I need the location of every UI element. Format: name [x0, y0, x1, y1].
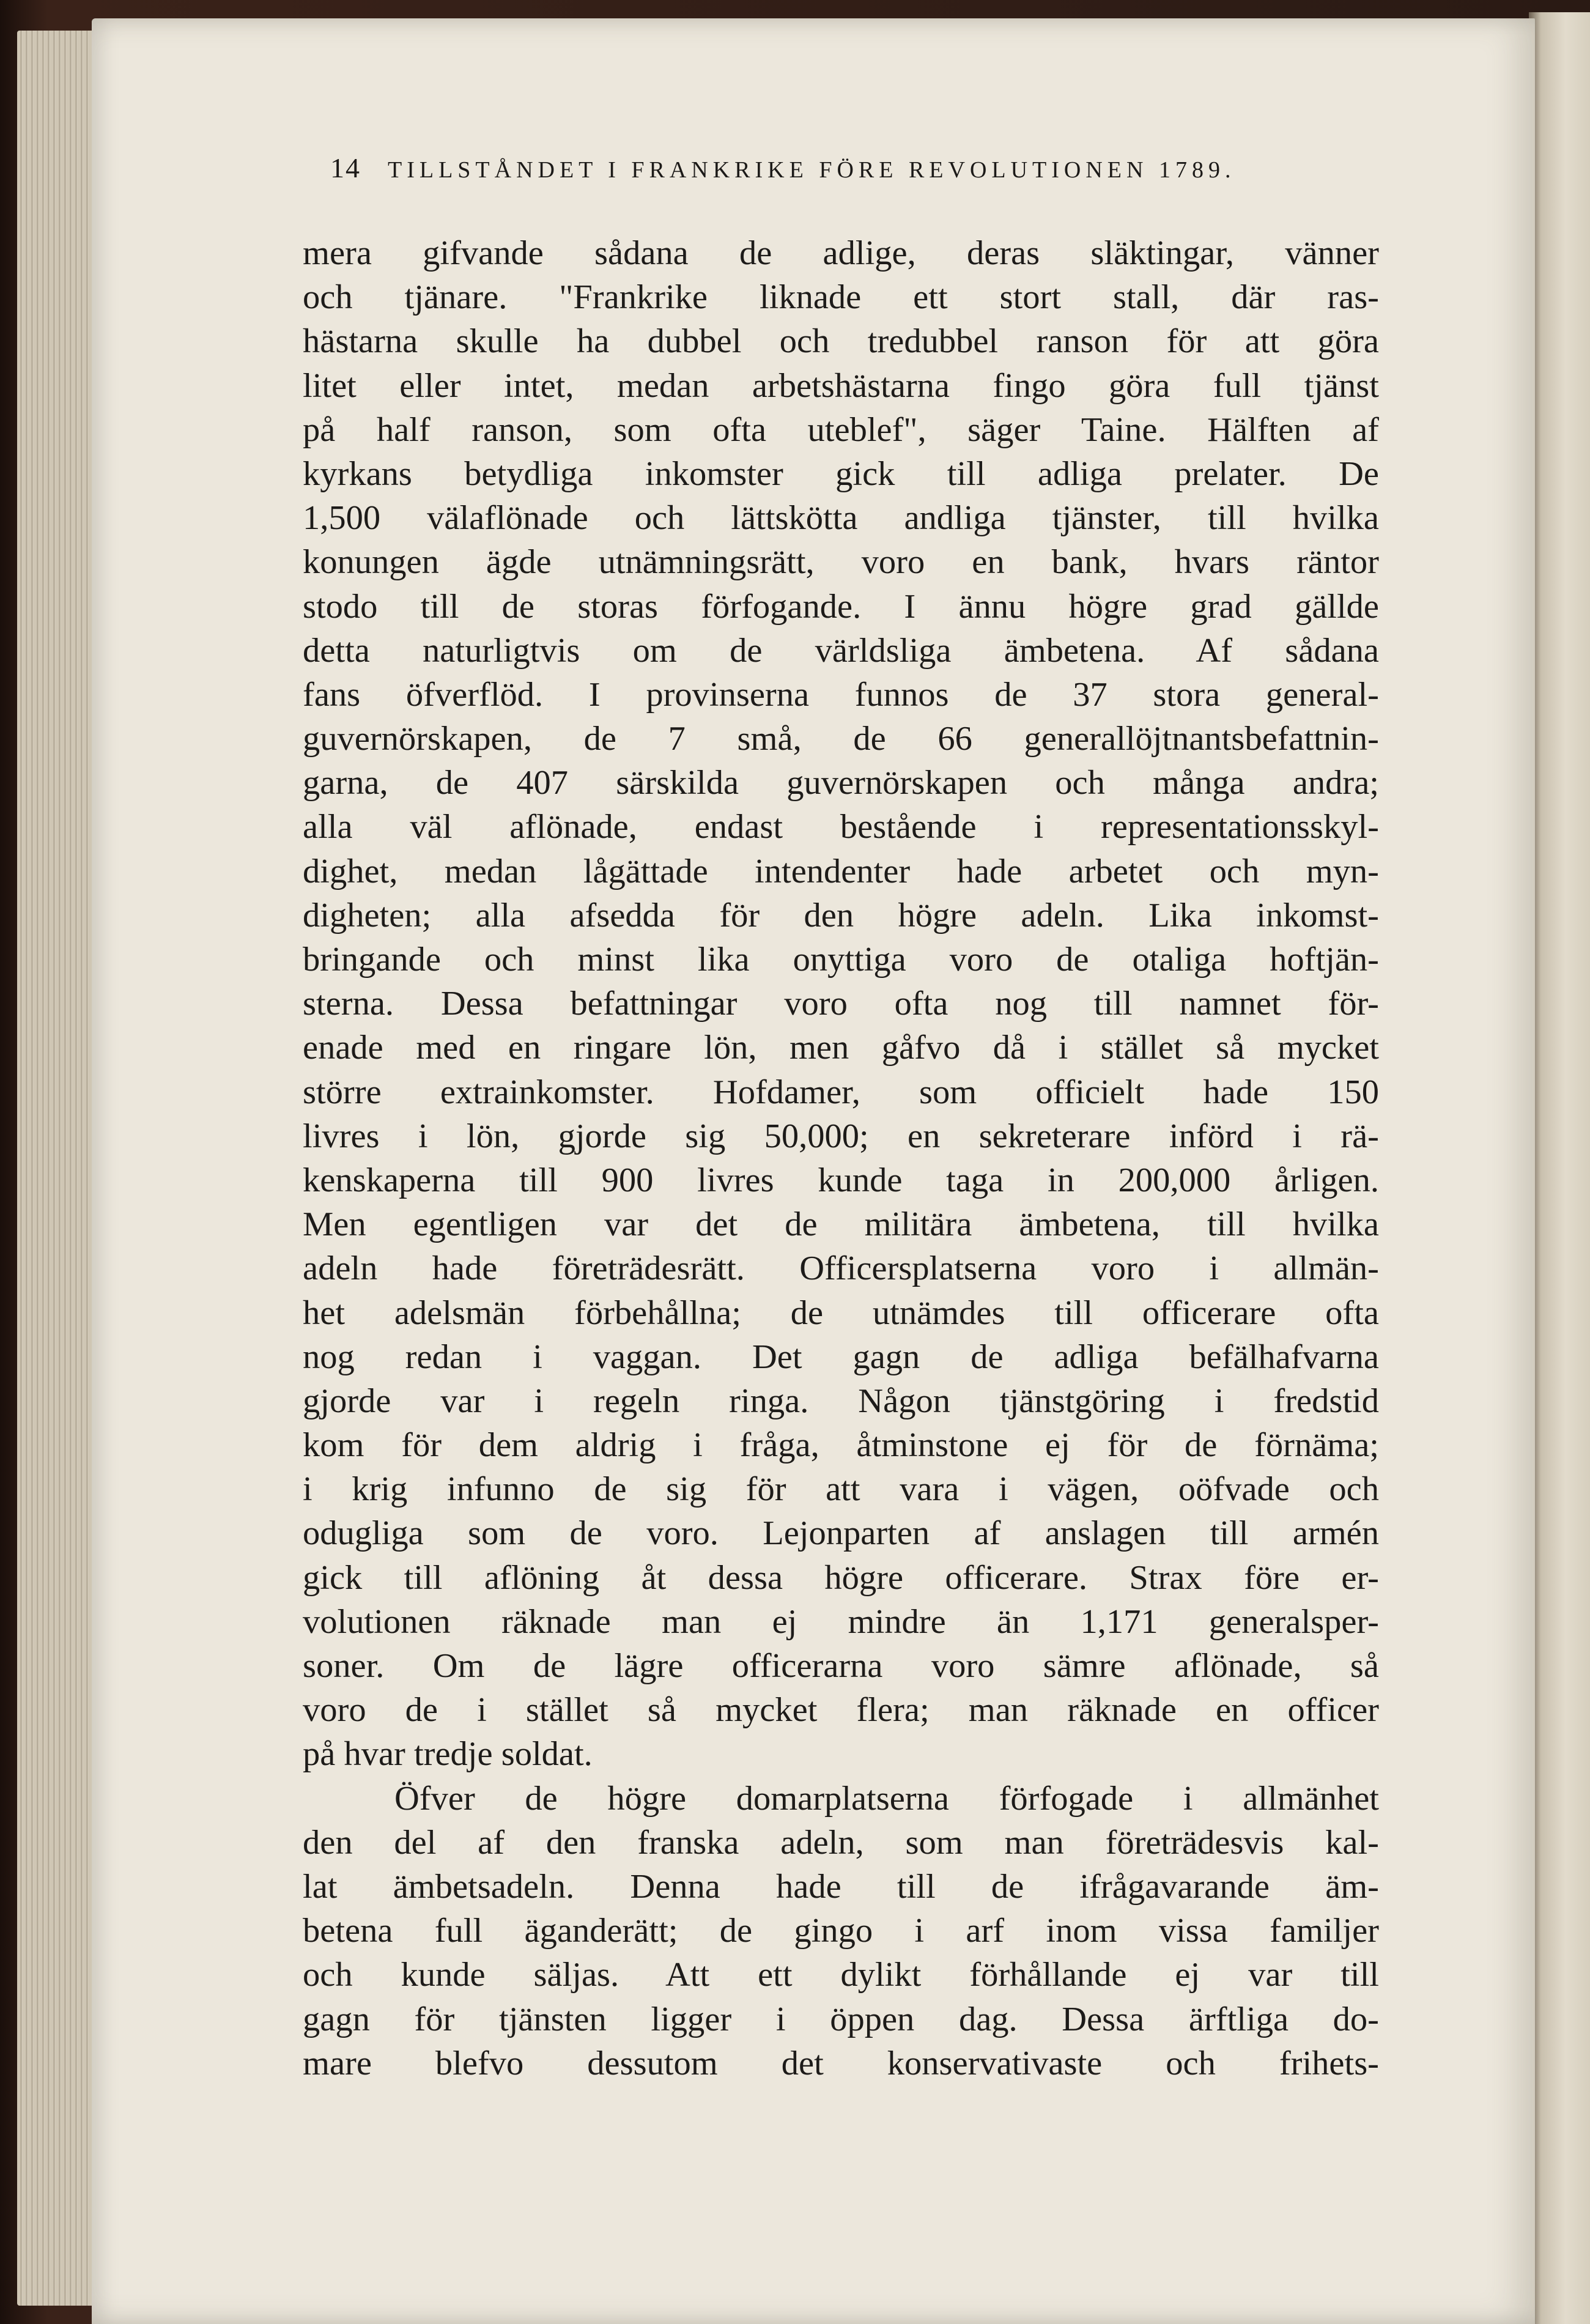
- text-line: voro de i stället så mycket flera; man räknade en officer: [303, 1691, 1379, 1730]
- text-line: den del af den franska adeln, som man företrädesvis kal-: [303, 1823, 1379, 1862]
- text-line: odugliga som de voro. Lejonparten af anslagen till armén: [303, 1514, 1379, 1553]
- text-line: på hvar tredje soldat.: [303, 1735, 593, 1774]
- page-header: [330, 152, 1370, 201]
- text-line: konungen ägde utnämningsrätt, voro en bank, hvars räntor: [303, 543, 1379, 582]
- text-line: adeln hade företrädesrätt. Officersplatserna voro i allmän-: [303, 1249, 1379, 1288]
- text-line: Men egentligen var det de militära ämbetena, till hvilka: [303, 1205, 1379, 1244]
- text-line: fans öfverflöd. I provinserna funnos de 37 stora general-: [303, 675, 1379, 714]
- text-line: dighet, medan lågättade intendenter hade arbetet och myn-: [303, 852, 1379, 890]
- text-line: Öfver de högre domarplatserna förfogade i allmänhet: [394, 1779, 1379, 1818]
- text-line: kyrkans betydliga inkomster gick till adliga prelater. De: [303, 454, 1379, 493]
- next-page-edge: [1529, 12, 1590, 2324]
- text-line: hästarna skulle ha dubbel och tredubbel ranson för att göra: [303, 322, 1379, 361]
- text-line: på half ranson, som ofta uteblef", säger Taine. Hälften af: [303, 410, 1379, 449]
- text-line: nog redan i vaggan. Det gagn de adliga befälhafvarna: [303, 1338, 1379, 1376]
- text-line: kenskaperna till 900 livres kunde taga in 200,000 årligen.: [303, 1161, 1379, 1199]
- text-line: större extrainkomster. Hofdamer, som officielt hade 150: [303, 1073, 1379, 1111]
- text-line: garna, de 407 särskilda guvernörskapen och många andra;: [303, 764, 1379, 802]
- running-title: TILLSTÅNDET I FRANKRIKE FÖRE REVOLUTIONEN 1789.: [388, 157, 1236, 183]
- body-text: [303, 231, 1379, 2085]
- text-line: och tjänare. "Frankrike liknade ett stort stall, där ras-: [303, 278, 1379, 317]
- text-line: soner. Om de lägre officerarna voro sämre aflönade, så: [303, 1647, 1379, 1685]
- text-line: i krig infunno de sig för att vara i vägen, oöfvade och: [303, 1470, 1379, 1509]
- text-line: bringande och minst lika onyttiga voro de otaliga hoftjän-: [303, 941, 1379, 979]
- text-line: volutionen räknade man ej mindre än 1,171 generalsper-: [303, 1602, 1379, 1641]
- text-line: het adelsmän förbehållna; de utnämdes till officerare ofta: [303, 1293, 1379, 1332]
- text-line: sterna. Dessa befattningar voro ofta nog till namnet för-: [303, 985, 1379, 1023]
- text-line: digheten; alla afsedda för den högre adeln. Lika inkomst-: [303, 896, 1379, 934]
- text-line: gick till aflöning åt dessa högre officerare. Strax före er-: [303, 1558, 1379, 1597]
- text-line: 1,500 välaflönade och lättskötta andliga tjänster, till hvilka: [303, 499, 1379, 538]
- text-line: detta naturligtvis om de världsliga ämbetena. Af sådana: [303, 631, 1379, 670]
- text-line: alla väl aflönade, endast bestående i representationsskyl-: [303, 808, 1379, 846]
- text-line: litet eller intet, medan arbetshästarna fingo göra full tjänst: [303, 366, 1379, 405]
- text-line: och kunde säljas. Att ett dylikt förhållande ej var till: [303, 1956, 1379, 1994]
- text-line: mare blefvo dessutom det konservativaste och frihets-: [303, 2044, 1379, 2082]
- text-line: betena full äganderätt; de gingo i arf inom vissa familjer: [303, 1912, 1379, 1950]
- text-line: lat ämbetsadeln. Denna hade till de ifrågavarande äm-: [303, 1867, 1379, 1906]
- text-line: kom för dem aldrig i fråga, åtminstone ej för de förnäma;: [303, 1426, 1379, 1465]
- text-line: stodo till de storas förfogande. I ännu högre grad gällde: [303, 587, 1379, 626]
- text-line: mera gifvande sådana de adlige, deras släktingar, vänner: [303, 234, 1379, 272]
- text-line: guvernörskapen, de 7 små, de 66 generallöjtnantsbefattnin-: [303, 720, 1379, 758]
- text-line: livres i lön, gjorde sig 50,000; en sekreterare införd i rä-: [303, 1117, 1379, 1155]
- text-line: gagn för tjänsten ligger i öppen dag. Dessa ärftliga do-: [303, 2000, 1379, 2038]
- text-line: gjorde var i regeln ringa. Någon tjänstgöring i fredstid: [303, 1382, 1379, 1420]
- page-number: 14: [330, 152, 361, 183]
- text-line: enade med en ringare lön, men gåfvo då i stället så mycket: [303, 1029, 1379, 1067]
